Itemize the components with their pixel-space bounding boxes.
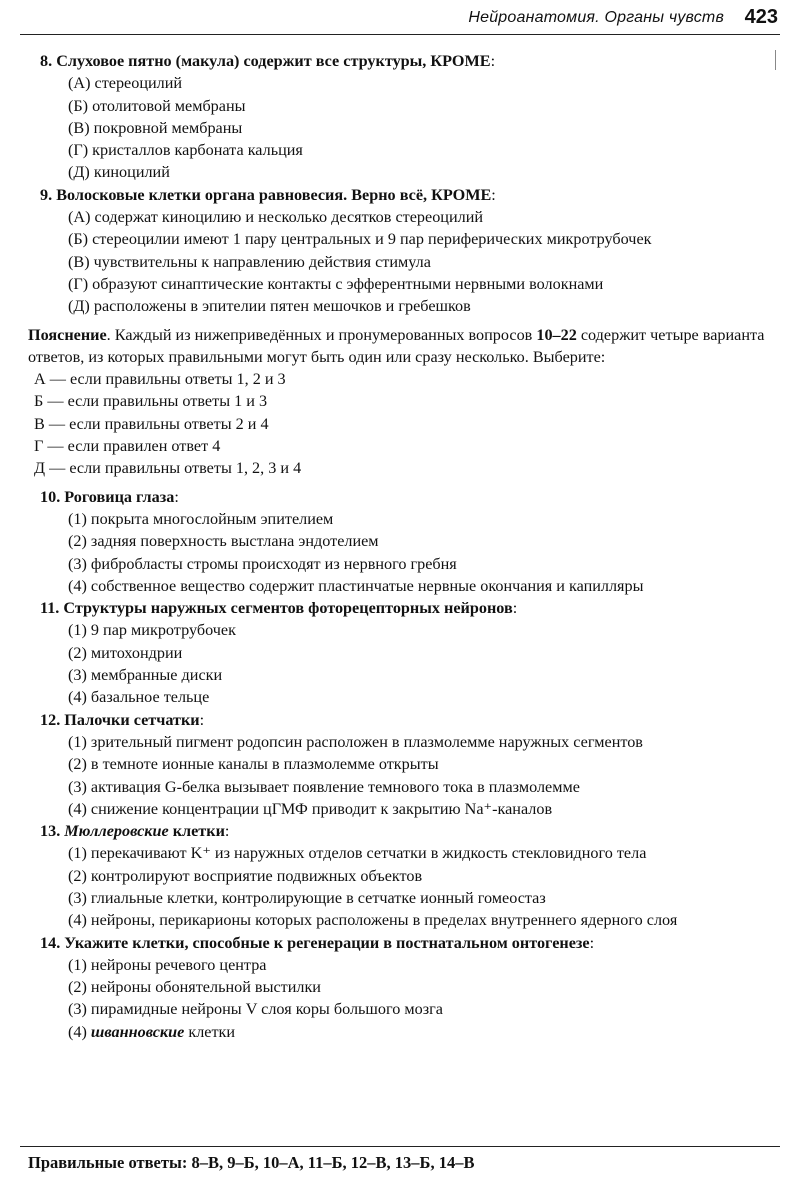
question-10	[28, 486, 778, 597]
question-number: 12.	[40, 710, 61, 729]
answer-option: (4) шванновские клетки	[68, 1022, 236, 1041]
answer-rule: В — если правильны ответы 2 и 4	[34, 414, 269, 433]
answer-option: (2) задняя поверхность выстлана эндотелием	[68, 532, 379, 551]
answer-option: (4) собственное вещество содержит пластинчатые нервные окончания и капилляры	[68, 576, 644, 595]
answer-rule: Д — если правильны ответы 1, 2, 3 и 4	[34, 459, 302, 478]
page-header	[0, 0, 792, 38]
italic-term: шванновские	[90, 1022, 185, 1041]
answer-option: (4) снижение концентрации цГМФ приводит к закрытию Na⁺-каналов	[68, 799, 553, 818]
question-text-italic: Мюллеровские	[64, 822, 169, 841]
question-text: Волосковые клетки органа равновесия. Верно всё, КРОМЕ	[56, 185, 492, 204]
answer-option: (2) нейроны обонятельной выстилки	[68, 978, 321, 997]
question-number: 8.	[40, 52, 53, 70]
answer-option: (2) митохондрии	[68, 643, 183, 662]
instructions-note	[28, 324, 778, 480]
answer-option: (Г) кристаллов карбоната кальция	[68, 141, 303, 160]
answer-option: (3) фибробласты стромы происходят из нервного гребня	[68, 554, 457, 573]
question-number: 9.	[40, 185, 53, 204]
question-number: 13.	[40, 822, 61, 841]
question-11	[28, 597, 778, 708]
answer-option: (Б) отолитовой мембраны	[68, 96, 246, 115]
answer-option: (1) зрительный пигмент родопсин расположен в плазмолемме наружных сегментов	[68, 732, 643, 751]
answer-option: (В) чувствительны к направлению действия стимула	[68, 252, 431, 271]
question-number: 14.	[40, 933, 61, 952]
question-12	[28, 709, 778, 820]
question-text: клетки	[168, 822, 225, 841]
answer-option: (2) контролируют восприятие подвижных объектов	[68, 866, 423, 885]
question-text: Палочки сетчатки	[64, 710, 200, 729]
question-8	[28, 50, 778, 184]
footer-divider	[20, 1146, 780, 1147]
question-13	[28, 820, 778, 931]
answer-option: (3) глиальные клетки, контролирующие в сетчатке ионный гомеостаз	[68, 888, 546, 907]
question-9	[28, 184, 778, 318]
answer-option: (1) перекачивают K⁺ из наружных отделов сетчатки в жидкость стекловидного тела	[68, 844, 647, 863]
running-title: Нейроанатомия. Органы чувств	[468, 9, 724, 26]
question-text: Структуры наружных сегментов фоторецепторных нейронов	[63, 599, 513, 618]
header-divider	[20, 34, 780, 35]
answer-option: (Д) киноцилий	[68, 163, 170, 182]
correct-answers: Правильные ответы: 8–В, 9–Б, 10–А, 11–Б, 12–В, 13–Б, 14–В	[28, 1153, 475, 1172]
answer-option: (3) активация G-белка вызывает появление темнового тока в плазмолемме	[68, 777, 580, 796]
answer-option: (В) покровной мембраны	[68, 118, 243, 137]
answer-option: (Г) образуют синаптические контакты с эфферентными нервными волокнами	[68, 274, 604, 293]
answer-option: (4) базальное тельце	[68, 688, 210, 707]
note-paragraph: Пояснение. Каждый из нижеприведённых и пронумерованных вопросов 10–22 содержит четыре варианта ответов, из которых правильными могут быть один или сразу несколько. Выберите:	[28, 325, 765, 366]
page-content	[28, 50, 778, 1043]
question-title: 14. Укажите клетки, способные к регенерации в постнатальном онтогенезе:	[40, 933, 595, 952]
page-number: 423	[744, 6, 778, 28]
question-text: Слуховое пятно (макула) содержит все структуры, КРОМЕ	[56, 52, 491, 70]
question-number: 10.	[40, 487, 61, 506]
question-text: Роговица глаза	[64, 487, 175, 506]
answer-option: (А) стереоцилий	[68, 74, 183, 93]
answer-option: (Д) расположены в эпителии пятен мешочков и гребешков	[68, 297, 471, 316]
answer-option: (А) содержат киноцилию и несколько десятков стереоцилий	[68, 208, 484, 227]
answer-option: (1) 9 пар микротрубочек	[68, 621, 236, 640]
answer-option: (1) покрыта многослойным эпителием	[68, 509, 334, 528]
question-14	[28, 932, 778, 1043]
answer-option: (1) нейроны речевого центра	[68, 955, 267, 974]
question-text: Укажите клетки, способные к регенерации в постнатальном онтогенезе	[64, 933, 590, 952]
question-title: 13. Мюллеровские клетки:	[40, 822, 230, 841]
question-title: 11. Структуры наружных сегментов фоторецепторных нейронов:	[40, 599, 518, 618]
question-number: 11.	[40, 599, 60, 618]
answer-rule: Б — если правильны ответы 1 и 3	[34, 392, 268, 411]
answer-rule: А — если правильны ответы 1, 2 и 3	[34, 370, 286, 389]
question-title: 9. Волосковые клетки органа равновесия. Верно всё, КРОМЕ:	[40, 185, 496, 204]
answer-option: (4) нейроны, перикарионы которых расположены в пределах внутреннего ядерного слоя	[68, 911, 678, 930]
question-range: 10–22	[536, 325, 577, 344]
question-title: 10. Роговица глаза:	[40, 487, 179, 506]
answer-option: (Б) стереоцилии имеют 1 пару центральных и 9 пар периферических микротрубочек	[68, 230, 652, 249]
question-title: 12. Палочки сетчатки:	[40, 710, 205, 729]
answer-option: (2) в темноте ионные каналы в плазмолемме открыты	[68, 755, 439, 774]
answer-rule: Г — если правилен ответ 4	[34, 437, 221, 456]
note-lead: Пояснение	[28, 325, 107, 344]
answer-option: (3) мембранные диски	[68, 666, 223, 685]
answer-option: (3) пирамидные нейроны V слоя коры большого мозга	[68, 1000, 443, 1019]
question-title: 8. Слуховое пятно (макула) содержит все структуры, КРОМЕ:	[40, 52, 496, 70]
